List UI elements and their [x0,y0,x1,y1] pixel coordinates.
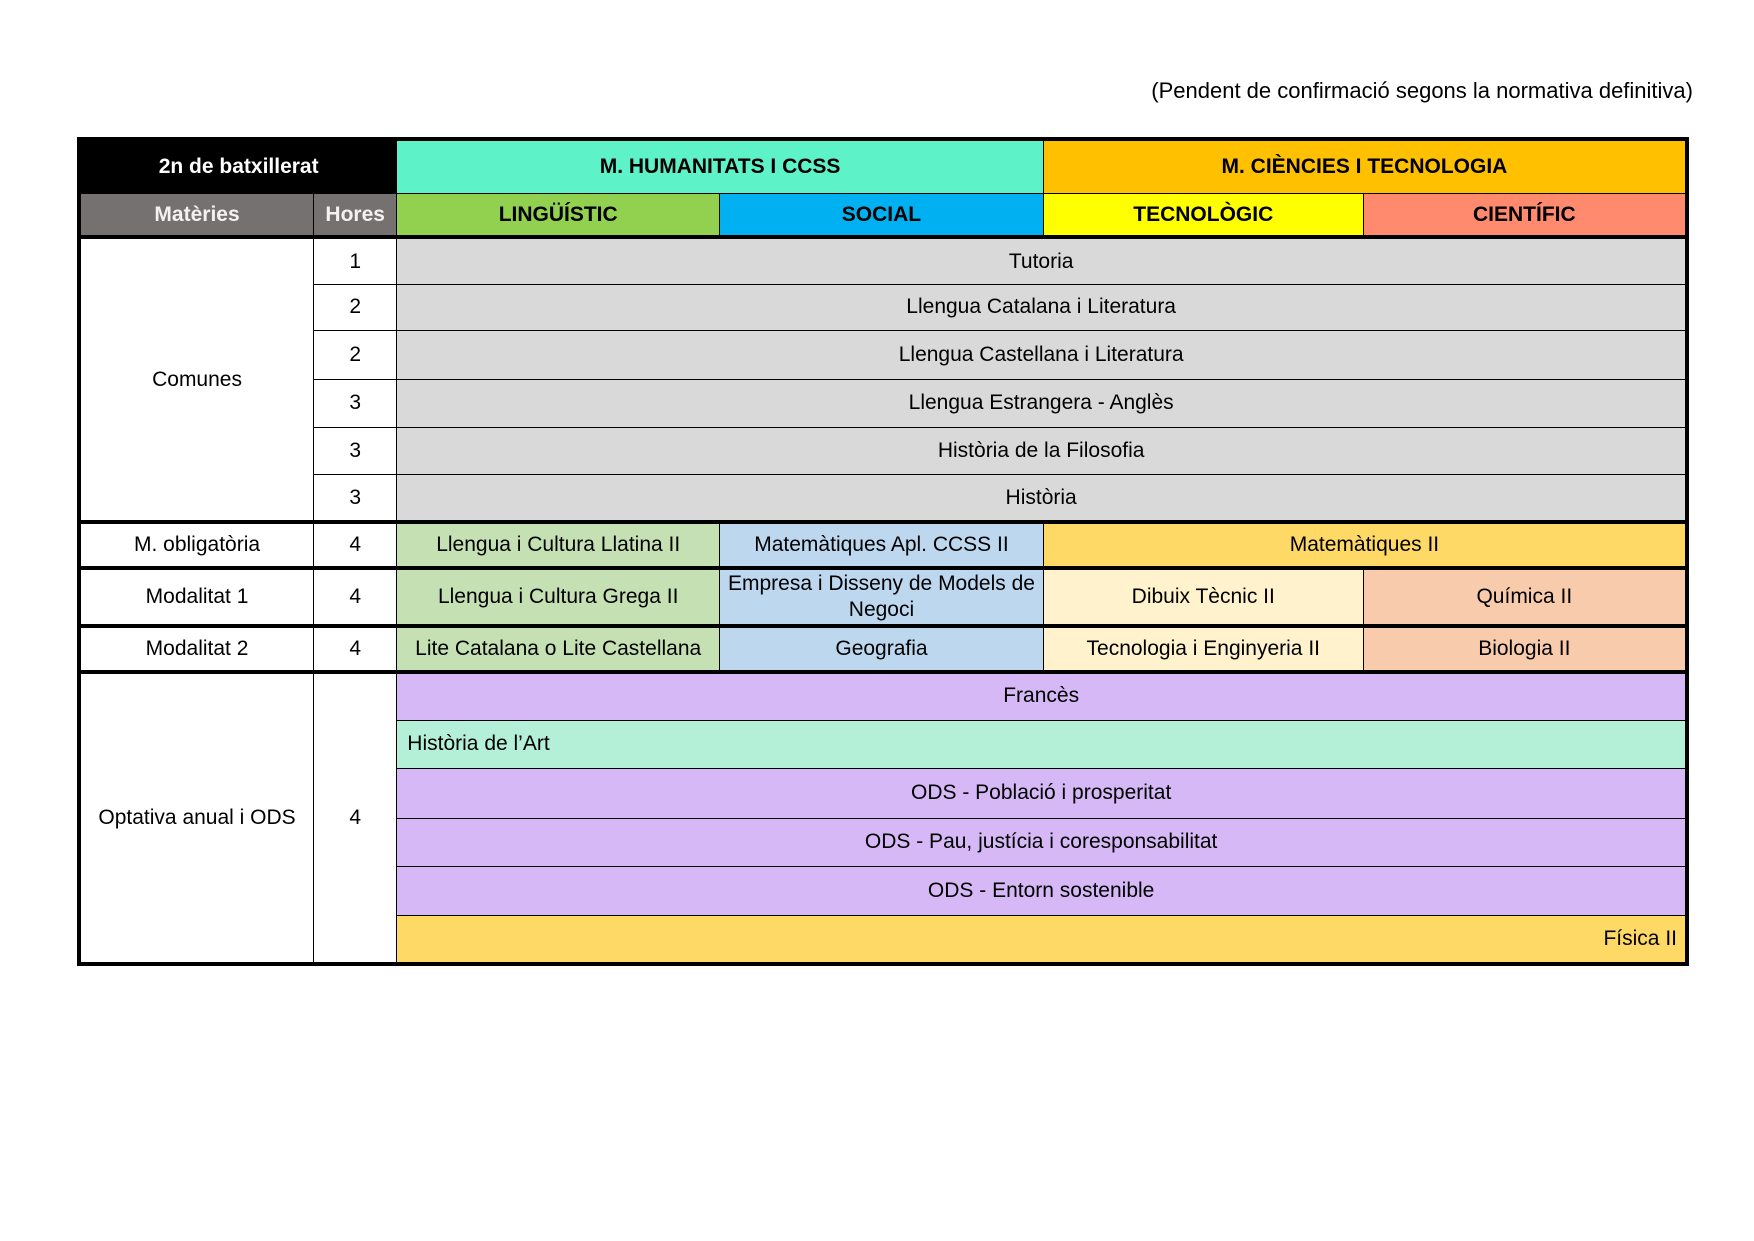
subject-biologia: Biologia II [1363,626,1687,671]
subject-lite: Lite Catalana o Lite Castellana [397,626,720,671]
schedule-table [77,137,1689,966]
hours-cell: 3 [314,427,397,475]
group-label-obligatoria: M. obligatòria [79,522,314,567]
hours-cell: 4 [314,626,397,671]
hours-cell: 2 [314,285,397,330]
subject-historia: Història [397,475,1687,523]
subject-llatina: Llengua i Cultura Llatina II [397,522,720,567]
group-label-optativa: Optativa anual i ODS [79,672,314,964]
branch-tecnologic-header: TECNOLÒGIC [1043,194,1363,237]
subject-castellana: Llengua Castellana i Literatura [397,330,1687,380]
subject-ods-entorn: ODS - Entorn sostenible [397,867,1687,916]
hours-cell: 2 [314,330,397,380]
subject-tecnologia: Tecnologia i Enginyeria II [1043,626,1363,671]
col-header-materies: Matèries [79,194,314,237]
group-label-modalitat-1: Modalitat 1 [79,568,314,626]
subject-fisica: Física II [397,915,1687,964]
pending-note: (Pendent de confirmació segons la normativa definitiva) [1151,78,1693,103]
col-header-hores: Hores [314,194,397,237]
branch-social-header: SOCIAL [720,194,1044,237]
subject-angles: Llengua Estrangera - Anglès [397,380,1687,428]
hours-cell: 3 [314,380,397,428]
subject-geografia: Geografia [720,626,1044,671]
subject-historia-art: Història de l’Art [397,720,1687,769]
modality-ciencies-header: M. CIÈNCIES I TECNOLOGIA [1043,139,1687,194]
subject-matematiques: Matemàtiques II [1043,522,1687,567]
subject-empresa: Empresa i Disseny de Models de Negoci [720,568,1044,626]
hours-cell: 1 [314,237,397,285]
hours-cell: 3 [314,475,397,523]
group-label-modalitat-2: Modalitat 2 [79,626,314,671]
subject-filosofia: Història de la Filosofia [397,427,1687,475]
hours-cell: 4 [314,672,397,964]
hours-cell: 4 [314,568,397,626]
subject-catalana: Llengua Catalana i Literatura [397,285,1687,330]
page-title: 2n de batxillerat [79,139,397,194]
hours-cell: 4 [314,522,397,567]
subject-tutoria: Tutoria [397,237,1687,285]
subject-ods-pau: ODS - Pau, justícia i coresponsabilitat [397,818,1687,867]
group-label-comunes: Comunes [79,237,314,522]
branch-cientific-header: CIENTÍFIC [1363,194,1687,237]
subject-frances: Francès [397,672,1687,721]
subject-mat-ccss: Matemàtiques Apl. CCSS II [720,522,1044,567]
subject-ods-poblacio: ODS - Població i prosperitat [397,769,1687,819]
subject-grega: Llengua i Cultura Grega II [397,568,720,626]
subject-dibuix: Dibuix Tècnic II [1043,568,1363,626]
modality-humanitats-header: M. HUMANITATS I CCSS [397,139,1044,194]
subject-quimica: Química II [1363,568,1687,626]
branch-linguistic-header: LINGÜÍSTIC [397,194,720,237]
